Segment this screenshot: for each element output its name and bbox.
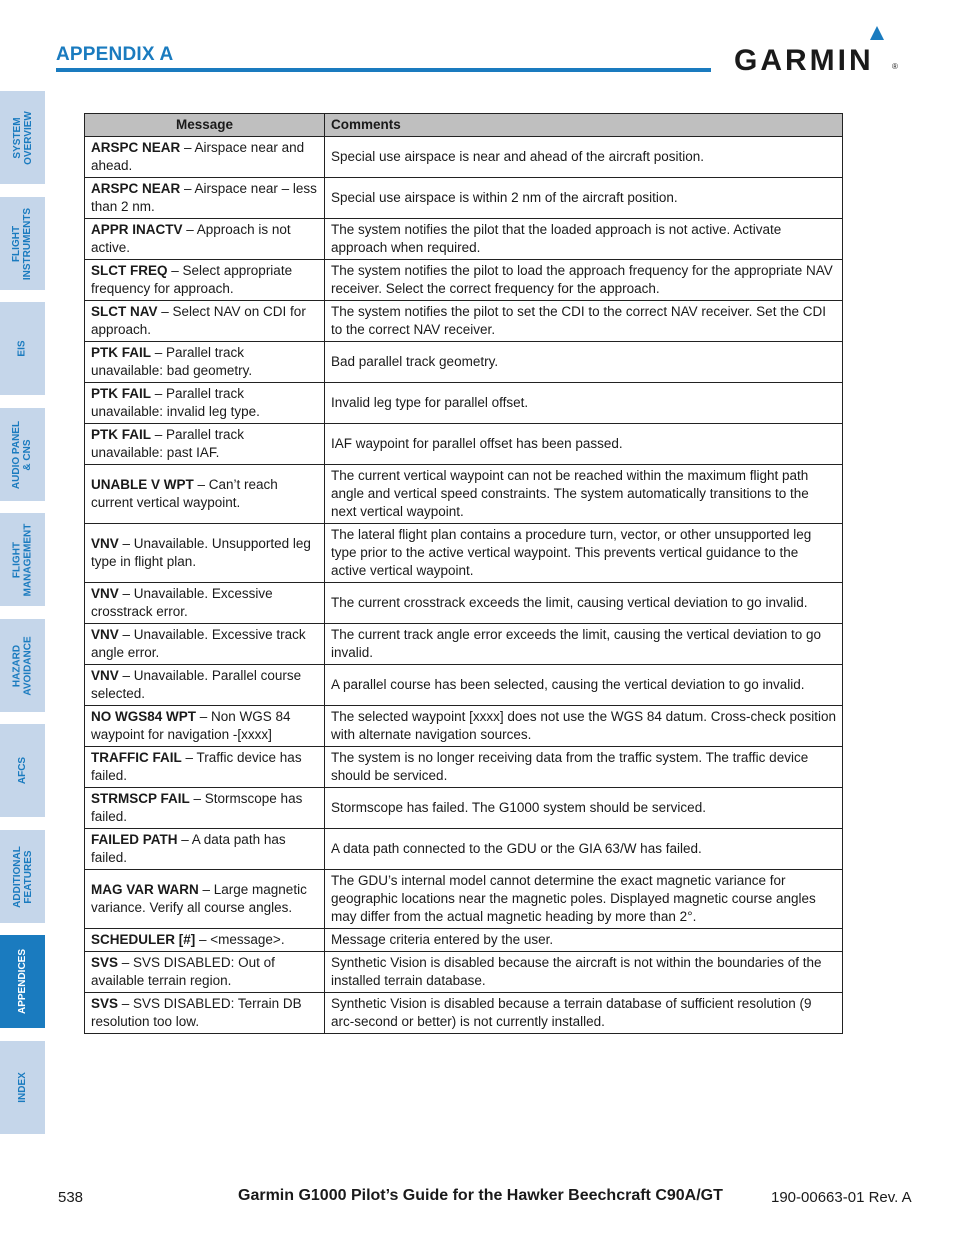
message-cell (85, 788, 325, 829)
message-cell (85, 219, 325, 260)
message-description: – Select appropriate frequency for approach. (91, 263, 293, 296)
table-row (85, 178, 843, 219)
comment-cell: Synthetic Vision is disabled because a terrain database of sufficient resolution (9 arc-second or better) is not currently installed. (325, 993, 843, 1034)
message-description: – Airspace near – less than 2 nm. (91, 181, 317, 214)
page-number: 538 (58, 1189, 84, 1206)
message-cell (85, 342, 325, 383)
message-code: SVS (91, 955, 119, 970)
table-row (85, 383, 843, 424)
table-row (85, 829, 843, 870)
table-row (85, 583, 843, 624)
comment-cell: The system notifies the pilot that the loaded approach is not active. Activate approach when required. (325, 219, 843, 260)
message-description: – SVS DISABLED: Out of available terrain region. (91, 955, 275, 988)
message-code: PTK FAIL (91, 386, 151, 401)
table-row (85, 870, 843, 929)
table-row (85, 665, 843, 706)
message-code: ARSPC NEAR (91, 140, 181, 155)
message-cell (85, 301, 325, 342)
message-description: – Large magnetic variance. Verify all course angles. (91, 882, 307, 915)
message-cell (85, 260, 325, 301)
side-tab-label: AUDIO PANEL & CNS (11, 420, 34, 489)
message-code: NO WGS84 WPT (91, 709, 197, 724)
comment-cell: Special use airspace is near and ahead of the aircraft position. (325, 137, 843, 178)
table-row (85, 524, 843, 583)
message-description: – A data path has failed. (91, 832, 286, 865)
message-description: – Select NAV on CDI for approach. (91, 304, 306, 337)
message-code: VNV (91, 627, 119, 642)
table-row (85, 624, 843, 665)
table-row (85, 342, 843, 383)
header-rule (56, 68, 711, 72)
table-row (85, 301, 843, 342)
side-tab-label: HAZARD AVOIDANCE (11, 635, 34, 696)
comment-cell: The current vertical waypoint can not be reached within the maximum flight path angle and vertical speed constraints. The system automatically transitions to the next vertical waypoint. (325, 465, 843, 524)
comment-cell: Special use airspace is within 2 nm of the aircraft position. (325, 178, 843, 219)
comment-cell: The GDU’s internal model cannot determine the exact magnetic variance for geographic locations near the magnetic poles. Displayed magnetic course angles may differ from the actual magnetic heading by more than 2°. (325, 870, 843, 929)
logo-triangle-icon (870, 26, 884, 40)
message-cell (85, 665, 325, 706)
side-tab-label: INDEX (17, 1072, 28, 1103)
message-cell (85, 870, 325, 929)
column-header-message: Message (85, 114, 325, 137)
comment-cell: The system is no longer receiving data from the traffic system. The traffic device should be serviced. (325, 747, 843, 788)
side-tab-4[interactable] (0, 513, 45, 606)
comment-cell: A data path connected to the GDU or the GIA 63/W has failed. (325, 829, 843, 870)
message-code: SVS (91, 996, 119, 1011)
message-cell (85, 583, 325, 624)
table-row (85, 788, 843, 829)
message-description: – Unavailable. Excessive crosstrack error. (91, 586, 273, 619)
message-cell (85, 137, 325, 178)
message-code: VNV (91, 586, 119, 601)
message-code: APPR INACTV (91, 222, 183, 237)
side-tab-label: EIS (17, 340, 28, 357)
message-description: – Airspace near and ahead. (91, 140, 305, 173)
footer-title: Garmin G1000 Pilot’s Guide for the Hawker Beechcraft C90A/GT (238, 1187, 723, 1204)
message-description: – Can’t reach current vertical waypoint. (91, 477, 278, 510)
table-row (85, 137, 843, 178)
message-code: STRMSCP FAIL (91, 791, 190, 806)
table-row (85, 706, 843, 747)
comment-cell: A parallel course has been selected, causing the vertical deviation to go invalid. (325, 665, 843, 706)
side-tab-2[interactable] (0, 302, 45, 395)
message-code: SLCT NAV (91, 304, 158, 319)
message-description: – Parallel track unavailable: bad geometry. (91, 345, 253, 378)
comment-cell: Message criteria entered by the user. (325, 929, 843, 952)
message-code: UNABLE V WPT (91, 477, 194, 492)
message-description: – Unavailable. Unsupported leg type in flight plan. (91, 536, 311, 569)
logo-registered-mark: ® (892, 62, 898, 71)
message-code: SLCT FREQ (91, 263, 168, 278)
side-tab-label: ADDITIONAL FEATURES (11, 845, 34, 908)
table-row (85, 993, 843, 1034)
side-tab-9[interactable] (0, 1041, 45, 1134)
message-cell (85, 706, 325, 747)
side-tab-5[interactable] (0, 619, 45, 712)
comment-cell: The system notifies the pilot to load the approach frequency for the appropriate NAV receiver. Select the correct frequency for the approach. (325, 260, 843, 301)
side-tab-0[interactable] (0, 91, 45, 184)
message-cell (85, 747, 325, 788)
column-header-comments: Comments (325, 114, 843, 137)
message-description: – Approach is not active. (91, 222, 291, 255)
message-description: – Parallel track unavailable: invalid leg type. (91, 386, 260, 419)
side-tab-label: APPENDICES (17, 948, 29, 1015)
comment-cell: Invalid leg type for parallel offset. (325, 383, 843, 424)
page-title: APPENDIX A (56, 44, 174, 65)
comment-cell: Stormscope has failed. The G1000 system should be serviced. (325, 788, 843, 829)
footer-revision: 190-00663-01 Rev. A (771, 1189, 912, 1206)
table-row (85, 219, 843, 260)
side-tab-3[interactable] (0, 408, 45, 501)
logo-text: GARMIN (734, 44, 874, 77)
table-row (85, 465, 843, 524)
table-row (85, 424, 843, 465)
message-code: VNV (91, 536, 119, 551)
side-tab-8[interactable] (0, 935, 45, 1028)
message-cell (85, 383, 325, 424)
message-code: PTK FAIL (91, 345, 151, 360)
table-header-row (85, 114, 843, 137)
message-cell (85, 993, 325, 1034)
message-code: MAG VAR WARN (91, 882, 199, 897)
comment-cell: The current track angle error exceeds the limit, causing the vertical deviation to go invalid. (325, 624, 843, 665)
table-row (85, 260, 843, 301)
comment-cell: IAF waypoint for parallel offset has been passed. (325, 424, 843, 465)
message-description: – Non WGS 84 waypoint for navigation -[xxxx] (91, 709, 291, 742)
message-code: ARSPC NEAR (91, 181, 181, 196)
message-code: FAILED PATH (91, 832, 178, 847)
comment-cell: Synthetic Vision is disabled because the aircraft is not within the boundaries of the installed terrain database. (325, 952, 843, 993)
message-description: – Traffic device has failed. (91, 750, 302, 783)
message-cell (85, 624, 325, 665)
comment-cell: The system notifies the pilot to set the CDI to the correct NAV receiver. Set the CDI to the correct NAV receiver. (325, 301, 843, 342)
comment-cell: Bad parallel track geometry. (325, 342, 843, 383)
message-table (84, 113, 843, 1034)
side-tab-label: AFCS (16, 756, 28, 785)
message-description: – <message>. (195, 932, 285, 947)
message-code: VNV (91, 668, 119, 683)
side-tab-1[interactable] (0, 197, 45, 290)
table-row (85, 952, 843, 993)
message-code: PTK FAIL (91, 427, 151, 442)
message-cell (85, 424, 325, 465)
message-cell (85, 524, 325, 583)
message-description: – Parallel track unavailable: past IAF. (91, 427, 245, 460)
message-code: TRAFFIC FAIL (91, 750, 182, 765)
side-tab-label: FLIGHT INSTRUMENTS (11, 207, 34, 280)
message-description: – SVS DISABLED: Terrain DB resolution too low. (91, 996, 302, 1029)
side-tab-label: FLIGHT MANAGEMENT (11, 523, 34, 596)
message-cell (85, 178, 325, 219)
message-cell (85, 465, 325, 524)
message-cell (85, 952, 325, 993)
message-cell (85, 929, 325, 952)
message-description: – Unavailable. Parallel course selected. (91, 668, 302, 701)
comment-cell: The lateral flight plan contains a procedure turn, vector, or other unsupported leg type prior to the active vertical waypoint. This prevents vertical guidance to the active vertical waypoint. (325, 524, 843, 583)
message-code: SCHEDULER [#] (91, 932, 196, 947)
message-cell (85, 829, 325, 870)
table-row (85, 929, 843, 952)
comment-cell: The selected waypoint [xxxx] does not use the WGS 84 datum. Cross-check position with alternate navigation sources. (325, 706, 843, 747)
side-tab-label: SYSTEM OVERVIEW (11, 110, 34, 165)
message-description: – Stormscope has failed. (91, 791, 303, 824)
side-tab-6[interactable] (0, 724, 45, 817)
message-description: – Unavailable. Excessive track angle error. (91, 627, 306, 660)
side-tab-7[interactable] (0, 830, 45, 923)
comment-cell: The current crosstrack exceeds the limit, causing vertical deviation to go invalid. (325, 583, 843, 624)
table-row (85, 747, 843, 788)
garmin-logo (734, 26, 900, 76)
